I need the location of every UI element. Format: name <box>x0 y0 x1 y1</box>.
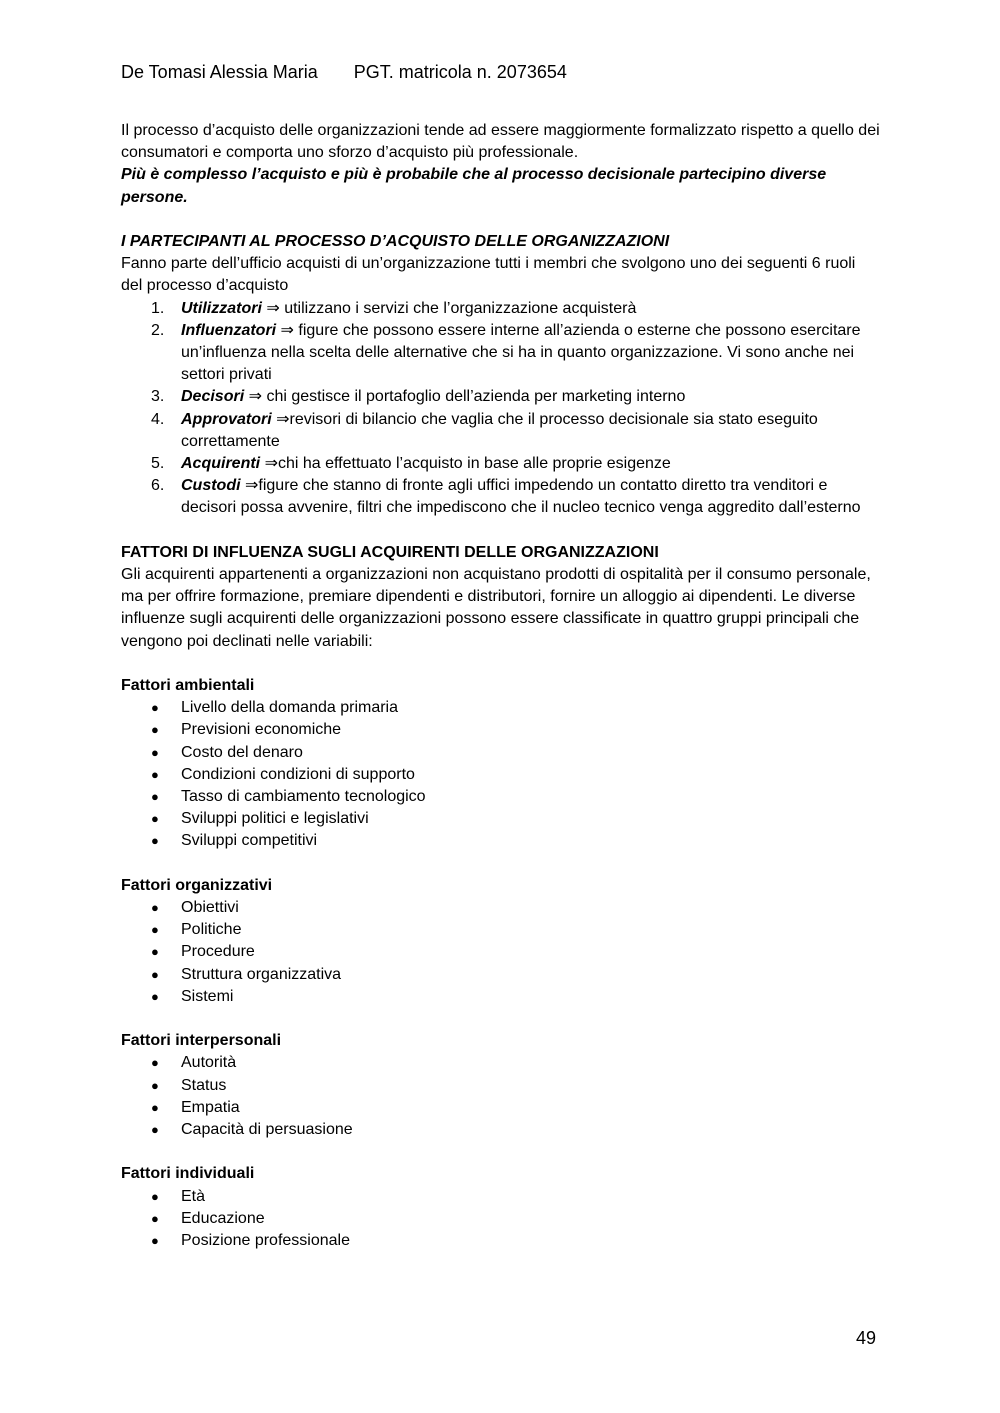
factor-item-text: Educazione <box>181 1209 265 1227</box>
role-term: Decisori <box>181 388 245 406</box>
bullet-icon: ● <box>151 811 159 827</box>
bullet-icon: ● <box>151 1188 159 1204</box>
factor-list <box>121 697 881 852</box>
factor-item-text: Autorità <box>181 1054 237 1072</box>
intro-emphasis: Più è complesso l’acquisto e più è probabile che al processo decisionale partecipino diverse persone. <box>121 166 827 206</box>
factor-item <box>121 897 881 919</box>
author-name: De Tomasi Alessia Maria <box>121 62 318 82</box>
factor-item-text: Livello della domanda primaria <box>181 699 399 717</box>
factor-item <box>121 1119 881 1141</box>
bullet-icon: ● <box>151 922 159 938</box>
role-item: 1. Utilizzatori ⇒ utilizzano i servizi che l’organizzazione acquisterà <box>151 299 637 317</box>
factor-item-text: Previsioni economiche <box>181 721 342 739</box>
factor-item-text: Tasso di cambiamento tecnologico <box>181 788 426 806</box>
factor-item-text: Sistemi <box>181 987 234 1005</box>
role-desc: ⇒ chi gestisce il portafoglio dell’azienda per marketing interno <box>244 388 686 406</box>
section-heading-factors: FATTORI DI INFLUENZA SUGLI ACQUIRENTI DELLE ORGANIZZAZIONI <box>121 543 659 561</box>
bullet-icon: ● <box>151 789 159 805</box>
factor-item <box>121 1186 881 1208</box>
factor-item <box>121 1230 881 1252</box>
role-term: Influenzatori <box>181 321 277 339</box>
factor-item <box>121 919 881 941</box>
bullet-icon: ● <box>151 1055 159 1071</box>
factor-item-text: Posizione professionale <box>181 1232 350 1250</box>
role-item: 6. Custodi ⇒figure che stanno di fronte agli uffici impedendo un contatto diretto tra venditori e decisori possa avvenire, filtri che impediscono che il nucleo tecnico venga aggredito dall’esterno <box>151 477 861 517</box>
bullet-icon: ● <box>151 1099 159 1115</box>
factor-item <box>121 1208 881 1230</box>
page-header <box>121 60 567 84</box>
role-desc: ⇒revisori di bilancio che vaglia che il processo decisionale sia stato eseguito correttamente <box>181 410 818 450</box>
document-body <box>121 120 881 1252</box>
factor-item-text: Sviluppi competitivi <box>181 832 318 850</box>
factor-item-text: Politiche <box>181 921 242 939</box>
factors-intro: Gli acquirenti appartenenti a organizzazioni non acquistano prodotti di ospitalità per il consumo personale, ma per offrire formazione, premiare dipendenti e distributori, fornire un alloggio ai dipendenti. Le diverse influenze sugli acquirenti delle organizzazioni possono essere classificate in quattro gruppi principali che vengono poi declinati nelle variabili: <box>121 566 871 650</box>
factor-item <box>121 1075 881 1097</box>
factor-item-text: Empatia <box>181 1098 240 1116</box>
role-term: Approvatori <box>181 410 272 428</box>
factor-item <box>121 697 881 719</box>
role-term: Acquirenti <box>181 455 261 473</box>
bullet-icon: ● <box>151 700 159 716</box>
factor-list <box>121 1052 881 1141</box>
role-item: 5. Acquirenti ⇒chi ha effettuato l’acquisto in base alle proprie esigenze <box>151 455 671 473</box>
factor-item <box>121 742 881 764</box>
factor-item <box>121 964 881 986</box>
bullet-icon: ● <box>151 944 159 960</box>
bullet-icon: ● <box>151 1077 159 1093</box>
factor-item-text: Costo del denaro <box>181 743 303 761</box>
bullet-icon: ● <box>151 833 159 849</box>
factor-item <box>121 1097 881 1119</box>
bullet-icon: ● <box>151 988 159 1004</box>
bullet-icon: ● <box>151 900 159 916</box>
factor-item <box>121 830 881 852</box>
factor-item-text: Struttura organizzativa <box>181 965 342 983</box>
factor-item-text: Età <box>181 1187 206 1205</box>
role-item: 4. Approvatori ⇒revisori di bilancio che vaglia che il processo decisionale sia stato eseguito correttamente <box>151 410 818 450</box>
role-desc: ⇒ figure che possono essere interne all’azienda o esterne che possono esercitare un’influenza nella scelta delle alternative che si ha in quanto organizzazione. Vi sono anche nei settori privati <box>181 321 861 384</box>
factor-item <box>121 719 881 741</box>
bullet-icon: ● <box>151 766 159 782</box>
factor-item <box>121 786 881 808</box>
factor-item-text: Obiettivi <box>181 899 239 917</box>
bullet-icon: ● <box>151 1210 159 1226</box>
role-term: Utilizzatori <box>181 299 262 317</box>
role-item: 2. Influenzatori ⇒ figure che possono essere interne all’azienda o esterne che possono esercitare un’influenza nella scelta delle alternative che si ha in quanto organizzazione. Vi sono anche nei settori privati <box>151 321 861 384</box>
participants-intro: Fanno parte dell’ufficio acquisti di un’organizzazione tutti i membri che svolgono uno dei seguenti 6 ruoli del processo d’acquisto <box>121 255 856 295</box>
factor-item-text: Capacità di persuasione <box>181 1121 353 1139</box>
factor-list <box>121 1186 881 1253</box>
factor-item-text: Sviluppi politici e legislativi <box>181 810 369 828</box>
factor-list <box>121 897 881 1008</box>
factor-item <box>121 808 881 830</box>
section-heading-participants: I PARTECIPANTI AL PROCESSO D’ACQUISTO DELLE ORGANIZZAZIONI <box>121 233 670 250</box>
factor-group-title: Fattori organizzativi <box>121 876 273 894</box>
role-term: Custodi <box>181 477 241 495</box>
factor-item <box>121 1052 881 1074</box>
role-desc: ⇒chi ha effettuato l’acquisto in base alle proprie esigenze <box>260 455 671 473</box>
roles-list <box>121 298 881 520</box>
bullet-icon: ● <box>151 1122 159 1138</box>
role-desc: ⇒ utilizzano i servizi che l’organizzazione acquisterà <box>261 299 637 317</box>
role-desc: ⇒figure che stanno di fronte agli uffici impedendo un contatto diretto tra venditori e decisori possa avvenire, filtri che impediscono che il nucleo tecnico venga aggredito dall’esterno <box>181 477 861 517</box>
factor-group-title: Fattori ambientali <box>121 677 255 695</box>
factor-item <box>121 986 881 1008</box>
factor-item-text: Procedure <box>181 943 255 961</box>
intro-paragraph: Il processo d’acquisto delle organizzazioni tende ad essere maggiormente formalizzato rispetto a quello dei consumatori e comporta uno sforzo d’acquisto più professionale. <box>121 122 880 162</box>
factor-item <box>121 941 881 963</box>
factor-item-text: Status <box>181 1076 227 1094</box>
factor-group-title: Fattori individuali <box>121 1165 255 1183</box>
factor-item-text: Condizioni condizioni di supporto <box>181 765 415 783</box>
bullet-icon: ● <box>151 1233 159 1249</box>
factor-group-title: Fattori interpersonali <box>121 1032 282 1050</box>
role-item: 3. Decisori ⇒ chi gestisce il portafoglio dell’azienda per marketing interno <box>151 388 686 406</box>
bullet-icon: ● <box>151 722 159 738</box>
factor-item <box>121 764 881 786</box>
student-id: PGT. matricola n. 2073654 <box>353 62 567 82</box>
bullet-icon: ● <box>151 966 159 982</box>
bullet-icon: ● <box>151 744 159 760</box>
factor-groups <box>121 675 881 1252</box>
page-number: 49 <box>856 1328 877 1348</box>
